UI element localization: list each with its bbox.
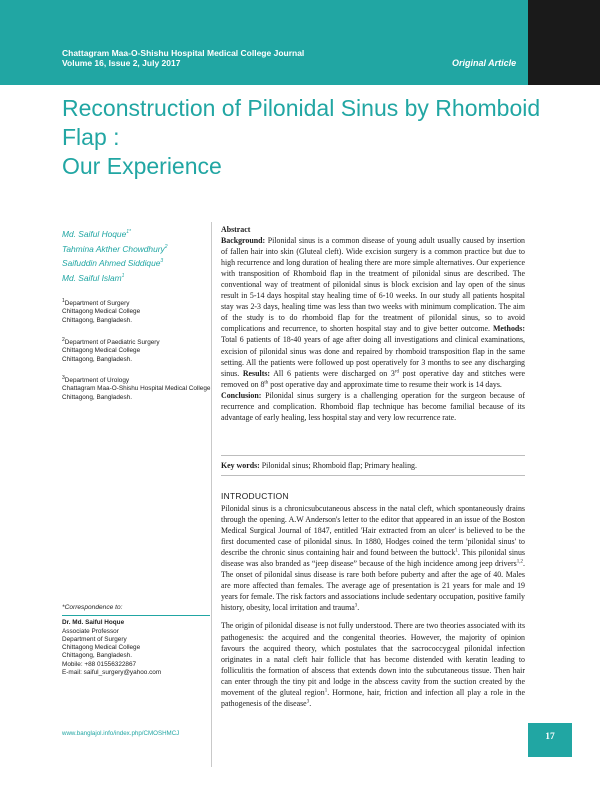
correspondence-email[interactable]: E-mail: saiful_surgery@yahoo.com [62,669,162,677]
abstract-heading: Abstract [221,225,251,234]
page-title [62,94,582,181]
column-divider [211,222,212,767]
affiliation: $^2$Department of Paediatric Surgery Chittagong Medical College Chittagong, Bangladesh. [62,336,160,363]
paragraph: The origin of pilonidal disease is not fully understood. There are two theories associated with its pathogenesis: the acquired and the congenital theories. However, the majority of opinion favours the acquired theory, which postulates that the sacrococcygeal pilonidal infection originates in a natal cleft hair follicle that has become distended with keratin leading to folliculitis the formation of abscess that extends down into the subcutaneous tissue. Then hair can enter through the tiny pit and lodge in the abscess cavity from the suction created by the movement of the gluteal region$^1$. Hormone, hair, friction and infection all play a role in the pathogenesis of the disease$^3$. [221,621,526,708]
abstract-section [221,224,525,423]
affiliation: $^1$Department of Surgery Chittagong Medical College Chittagong, Bangladesh. [62,297,141,324]
author: Md. Saiful Hoque$^{1*}$ [62,229,131,239]
section-heading-introduction: INTRODUCTION [221,491,289,501]
correspondence-label: *Correspondence to: [62,604,210,616]
journal-header-band [0,0,600,85]
introduction-body [221,503,525,716]
correspondence-block: *Correspondence to: Dr. Md. Saiful Hoque Associate Professor Department of Surgery Chittagong Medical College Chittagong, Bangladesh. Mobile: +88 01556322867 E-mail: saiful_surgery@yahoo.com [62,604,210,677]
journal-name: Chattagram Maa-O-Shishu Hospital Medical College Journal [62,48,305,58]
journal-volume: Volume 16, Issue 2, July 2017 [62,58,181,68]
author: Tahmina Akther Chowdhury$^2$ [62,243,168,254]
header-dark-block [528,0,600,85]
affiliation: $^3$Department of Urology Chattagram Maa-O-Shishu Hospital Medical College Chittagong, Bangladesh. [62,374,211,401]
author: Md. Saiful Islam$^1$ [62,272,125,283]
abstract-text: Background: Pilonidal sinus is a common disease of young adult usually caused by insertion of fallen hair into skin (Gluteal cleft). Wide excision surgery is a common practice but due to high recurrence and long duration of healing there are more simple alternatives. Our experience with transposition of Rhomboid flap in the treatment of pilonidal sinus are described. The conventional way of treatment of pilonidal sinus is block excision and lay open of the sinus result in 5-14 days hospital stay healing time of 6-10 weeks. In our study all patients hospital stay was 2-3 days, healing time was less than two weeks with minimum complication. The aim of the study is to do rhomboid flap for the treatment of pilonidal sinus, so to avoid complications and recurrence, to shorten hospital stay and to give better outcome. Methods: Total 6 patients of 18-40 years of age after doing all investigations and clinical examinations, excision of pilonidal sinus was done and repaired by rhomboid transposition flap in the same setting. All the patients were followed up post operatively for 3 months to see any discharging sinus. Results: All 6 patients were discharged on 3rd post operative day and stitches were removed on 8th post operative day and approximate time to resume their work is 14 days. Conclusion: Pilonidal sinus surgery is a challenging operation for the surgeon because of recurrence and complication. Rhomboid flap technique has become familial because of its advantage of early healing, less hospital stay and very low recurrence rate. [221,236,526,422]
title-line-2: Our Experience [62,153,222,179]
correspondence-name: Dr. Md. Saiful Hoque [62,619,125,627]
divider [221,475,525,476]
author: Saifuddin Ahmed Siddique$^3$ [62,258,164,268]
divider [221,455,525,456]
journal-info [62,48,304,68]
paragraph: Pilonidal sinus is a chronicsubcutaneous abscess in the natal cleft, which spontaneously drains through the opening. A.W Anderson's letter to the editor that appeared in an issue of the Boston Medical Surgical Journal of 1847, entitled 'Hair extracted from an ulcer' is believed to be the first documented case of pilonidal sinus. In 1880, Hodges coined the term 'pilonidal sinus' to describe the chronic sinus containing hair and found between the buttock$^1$. This pilonidal sinus disease was also branded as “jeep disease” because of the high incidence among jeep drivers$^{1,2}$. The onset of pilonidal sinus disease is rare both before puberty and after the age of 40. Males are more affected than females. The average age of presentation is 21 years for male and 19 years for female. The risk factors and associations include sedentary occupation, positive family history, obesity, local irritation and trauma$^3$. [221,504,526,613]
article-type-label: Original Article [452,58,517,68]
keywords: Key words: Pilonidal sinus; Rhomboid flap; Primary healing. [221,461,417,470]
page-number: 17 [545,732,555,742]
author-list [62,227,212,285]
title-line-1: Reconstruction of Pilonidal Sinus by Rhomboid Flap : [62,95,541,150]
journal-url-link[interactable]: www.banglajol.info/index.php/CMOSHMCJ [62,730,180,737]
